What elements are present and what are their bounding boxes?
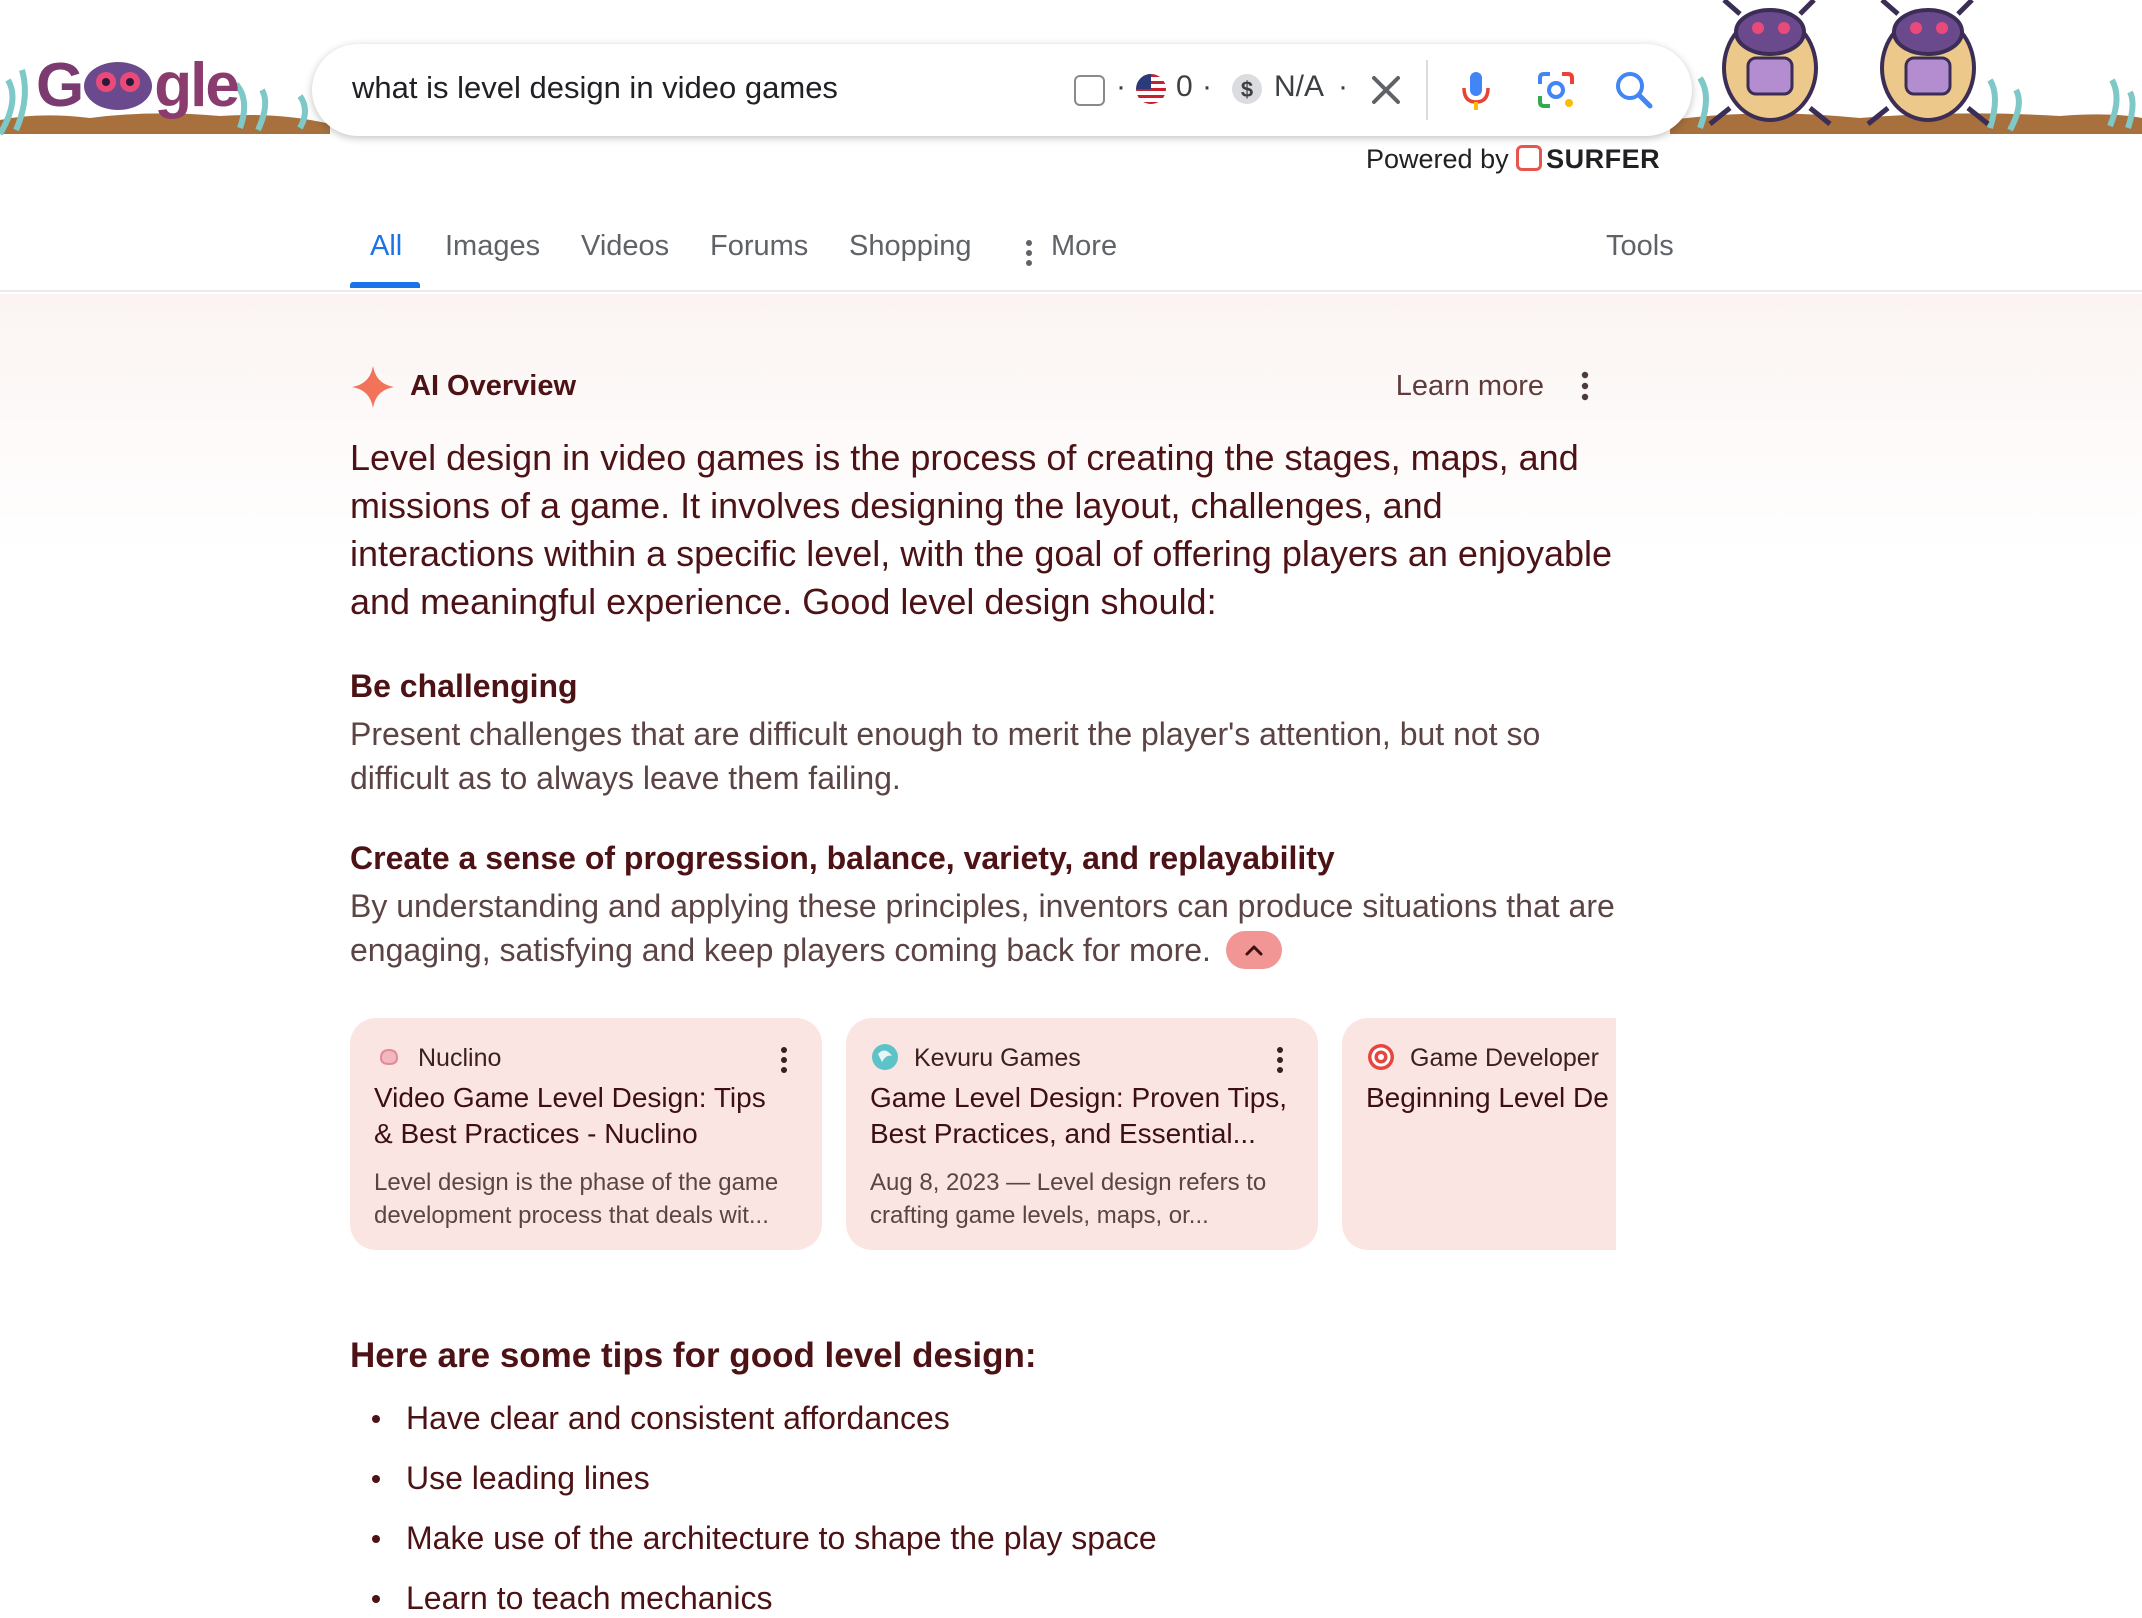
card-title bbox=[870, 1080, 1300, 1152]
game-developer-favicon-icon bbox=[1366, 1042, 1396, 1072]
doodle-bug-right-icon bbox=[1868, 0, 1988, 124]
search-tabs bbox=[0, 208, 2142, 292]
ai-sparkle-icon bbox=[350, 364, 396, 410]
card-snippet-line: development process that deals wit... bbox=[374, 1202, 769, 1229]
search-submit-icon[interactable] bbox=[1610, 66, 1658, 114]
ext-separator: · bbox=[1338, 70, 1348, 103]
list-item: Use leading lines bbox=[370, 1448, 1157, 1508]
list-item: Make use of the architecture to shape the play space bbox=[370, 1508, 1157, 1568]
point-text: Present challenges that are difficult enough to merit the player's attention, but not so difficult as to always leave them failing. bbox=[350, 716, 1541, 796]
ai-overview-menu-icon[interactable] bbox=[1570, 368, 1600, 404]
tab-images[interactable]: Images bbox=[445, 230, 541, 262]
clear-search-icon[interactable] bbox=[1362, 66, 1410, 114]
tab-more[interactable]: More bbox=[1051, 230, 1118, 262]
doodle-bug-left-icon bbox=[1710, 0, 1830, 124]
card-title bbox=[1366, 1080, 1616, 1116]
point-heading: Be challenging bbox=[350, 668, 578, 704]
tab-shopping[interactable]: Shopping bbox=[849, 230, 972, 262]
active-tab-indicator bbox=[350, 282, 420, 288]
ai-overview bbox=[0, 294, 2142, 1618]
search-volume-value: 0 bbox=[1176, 70, 1193, 103]
learn-more-link[interactable]: Learn more bbox=[1395, 370, 1544, 402]
tools-button[interactable]: Tools bbox=[1606, 230, 1674, 262]
kevuru-favicon-icon bbox=[870, 1042, 900, 1072]
card-title-line: Video Game Level Design: Tips bbox=[374, 1082, 766, 1113]
card-snippet bbox=[374, 1166, 804, 1232]
search-input[interactable]: what is level design in video games bbox=[352, 70, 838, 105]
us-flag-icon bbox=[1134, 72, 1168, 106]
card-snippet bbox=[870, 1166, 1300, 1232]
source-card[interactable] bbox=[846, 1018, 1318, 1250]
more-vert-icon[interactable] bbox=[1022, 238, 1036, 268]
logo-prefix: G bbox=[36, 51, 83, 120]
collapse-sources-button[interactable] bbox=[1226, 931, 1282, 969]
card-title bbox=[374, 1080, 804, 1152]
surfer-logo-icon bbox=[1516, 145, 1542, 171]
card-title-line: Beginning Level De bbox=[1366, 1082, 1609, 1113]
point-heading: Create a sense of progression, balance, variety, and replayability bbox=[350, 840, 1335, 876]
card-menu-icon[interactable] bbox=[1270, 1044, 1290, 1076]
tips-list bbox=[370, 1388, 1157, 1618]
card-source-name: Nuclino bbox=[418, 1044, 502, 1072]
card-menu-icon[interactable] bbox=[774, 1044, 794, 1076]
card-snippet-line: Level design is the phase of the game bbox=[374, 1169, 779, 1196]
voice-search-icon[interactable] bbox=[1452, 66, 1500, 114]
logo-bug-eyes-icon bbox=[82, 56, 154, 112]
svg-text:$: $ bbox=[1240, 77, 1254, 102]
list-item: Have clear and consistent affordances bbox=[370, 1388, 1157, 1448]
source-card[interactable] bbox=[350, 1018, 822, 1250]
card-source-name: Game Developer bbox=[1410, 1044, 1599, 1072]
dollar-icon bbox=[1230, 72, 1264, 106]
card-snippet-line: Aug 8, 2023 — Level design refers to bbox=[870, 1169, 1267, 1196]
tab-videos[interactable]: Videos bbox=[581, 230, 670, 262]
source-card-clip bbox=[1342, 1018, 1616, 1250]
ext-separator: · bbox=[1202, 70, 1212, 103]
card-snippet-line: crafting game levels, maps, or... bbox=[870, 1202, 1209, 1229]
point-text: By understanding and applying these principles, inventors can produce situations that are engaging, satisfying and keep players coming back for more. bbox=[350, 888, 1615, 968]
surfer-brand: SURFER bbox=[1546, 144, 1661, 174]
source-card[interactable] bbox=[1342, 1018, 1616, 1250]
powered-by-label: Powered by bbox=[1366, 144, 1509, 174]
search-divider bbox=[1426, 60, 1428, 120]
card-title-line: Best Practices, and Essential... bbox=[870, 1118, 1256, 1149]
ext-separator: · bbox=[1116, 70, 1126, 103]
tips-heading: Here are some tips for good level design: bbox=[350, 1336, 1037, 1375]
card-title-line: Game Level Design: Proven Tips, bbox=[870, 1082, 1288, 1113]
tab-forums[interactable]: Forums bbox=[710, 230, 809, 262]
seo-extension-checkbox[interactable] bbox=[1074, 75, 1105, 106]
chevron-up-icon bbox=[1242, 940, 1266, 960]
ai-overview-title: AI Overview bbox=[410, 370, 577, 402]
logo-suffix: gle bbox=[154, 51, 238, 120]
card-source-name: Kevuru Games bbox=[914, 1044, 1081, 1072]
search-box[interactable] bbox=[312, 44, 1692, 136]
google-doodle-logo[interactable] bbox=[36, 50, 238, 130]
tab-all[interactable]: All bbox=[370, 230, 403, 262]
lens-search-icon[interactable] bbox=[1532, 66, 1580, 114]
powered-by-surfer[interactable] bbox=[1366, 144, 1660, 175]
card-title-line: & Best Practices - Nuclino bbox=[374, 1118, 698, 1149]
ai-overview-intro: Level design in video games is the process of creating the stages, maps, and missions of a game. It involves designing the layout, challenges, and interactions within a specific level, with the goal of offering players an enjoyable and meaningful experience. Good level design should: bbox=[350, 437, 1613, 622]
list-item: Learn to teach mechanics bbox=[370, 1568, 1157, 1618]
cpc-value: N/A bbox=[1274, 70, 1325, 103]
point-text-with-collapse bbox=[350, 884, 1620, 972]
ai-overview-header bbox=[350, 364, 1600, 414]
header bbox=[0, 0, 2142, 174]
nuclino-favicon-icon bbox=[374, 1042, 404, 1072]
